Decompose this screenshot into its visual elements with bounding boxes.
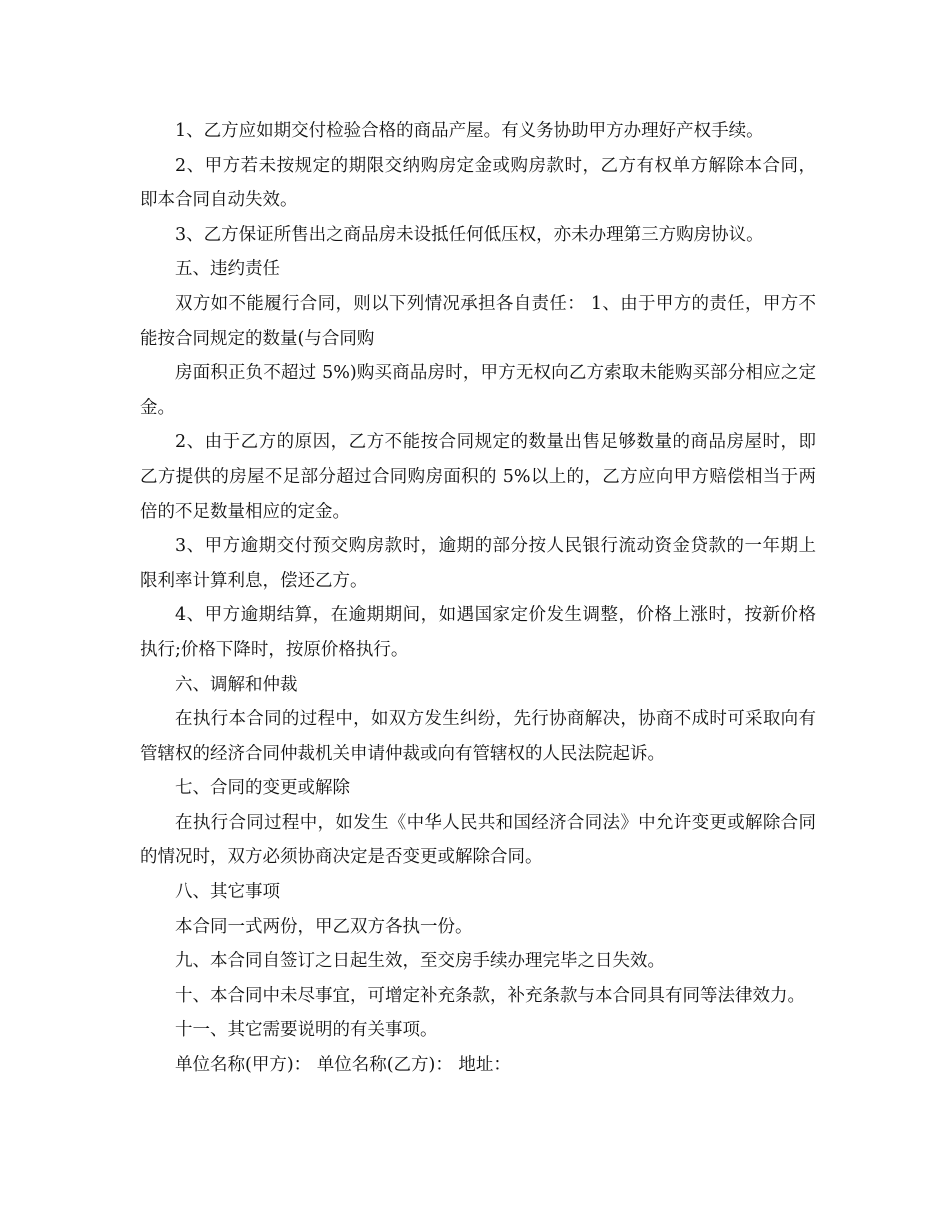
paragraph-breach-party-a: 房面积正负不超过 5%)购买商品房时，甲方无权向乙方索取未能购买部分相应之定金。 bbox=[140, 363, 816, 418]
section-heading-amendment: 七、合同的变更或解除 bbox=[175, 778, 350, 799]
paragraph-late-settlement: 4、甲方逾期结算，在逾期期间，如遇国家定价发生调整，价格上涨时，按新价格执行;价格下降时，按原价格执行。 bbox=[140, 605, 816, 660]
section-heading-arbitration: 六、调解和仲裁 bbox=[175, 674, 298, 695]
paragraph-late-payment: 3、甲方逾期交付预交购房款时，逾期的部分按人民银行流动资金贷款的一年期上限利率计算利息，偿还乙方。 bbox=[140, 536, 816, 591]
paragraph-no-encumbrance: 3、乙方保证所售出之商品房未设抵任何低压权，亦未办理第三方购房协议。 bbox=[175, 224, 764, 245]
paragraph-effective-date: 九、本合同自签订之日起生效，至交房手续办理完毕之日失效。 bbox=[175, 951, 665, 972]
paragraph-payment-default: 2、甲方若未按规定的期限交纳购房定金或购房款时，乙方有权单方解除本合同，即本合同自动失效。 bbox=[140, 155, 816, 211]
section-heading-other-matters: 八、其它事项 bbox=[175, 882, 280, 903]
paragraph-copies: 本合同一式两份，甲乙双方各执一份。 bbox=[175, 916, 473, 937]
paragraph-other-notes: 十一、其它需要说明的有关事项。 bbox=[175, 1020, 438, 1041]
paragraph-amendment: 在执行合同过程中，如发生《中华人民共和国经济合同法》中允许变更或解除合同的情况时，双方必须协商决定是否变更或解除合同。 bbox=[140, 812, 816, 868]
document-body bbox=[140, 114, 816, 1083]
paragraph-breach-intro: 双方如不能履行合同，则以下列情况承担各自责任： 1、由于甲方的责任，甲方不能按合同规定的数量(与合同购 bbox=[140, 293, 816, 349]
section-heading-breach: 五、违约责任 bbox=[175, 259, 280, 280]
paragraph-signature-fields: 单位名称(甲方)： 单位名称(乙方)： 地址： bbox=[175, 1055, 511, 1076]
paragraph-delivery-obligation: 1、乙方应如期交付检验合格的商品产屋。有义务协助甲方办理好产权手续。 bbox=[175, 121, 764, 141]
paragraph-breach-party-b: 2、由于乙方的原因，乙方不能按合同规定的数量出售足够数量的商品房屋时，即乙方提供的房屋不足部分超过合同购房面积的 5%以上的，乙方应向甲方赔偿相当于两倍的不足数量相应的定金。 bbox=[140, 432, 816, 522]
paragraph-supplementary-terms: 十、本合同中未尽事宜，可增定补充条款，补充条款与本合同具有同等法律效力。 bbox=[175, 985, 805, 1006]
paragraph-arbitration: 在执行本合同的过程中，如双方发生纠纷，先行协商解决，协商不成时可采取向有管辖权的经济合同仲裁机关申请仲裁或向有管辖权的人民法院起诉。 bbox=[140, 709, 816, 764]
